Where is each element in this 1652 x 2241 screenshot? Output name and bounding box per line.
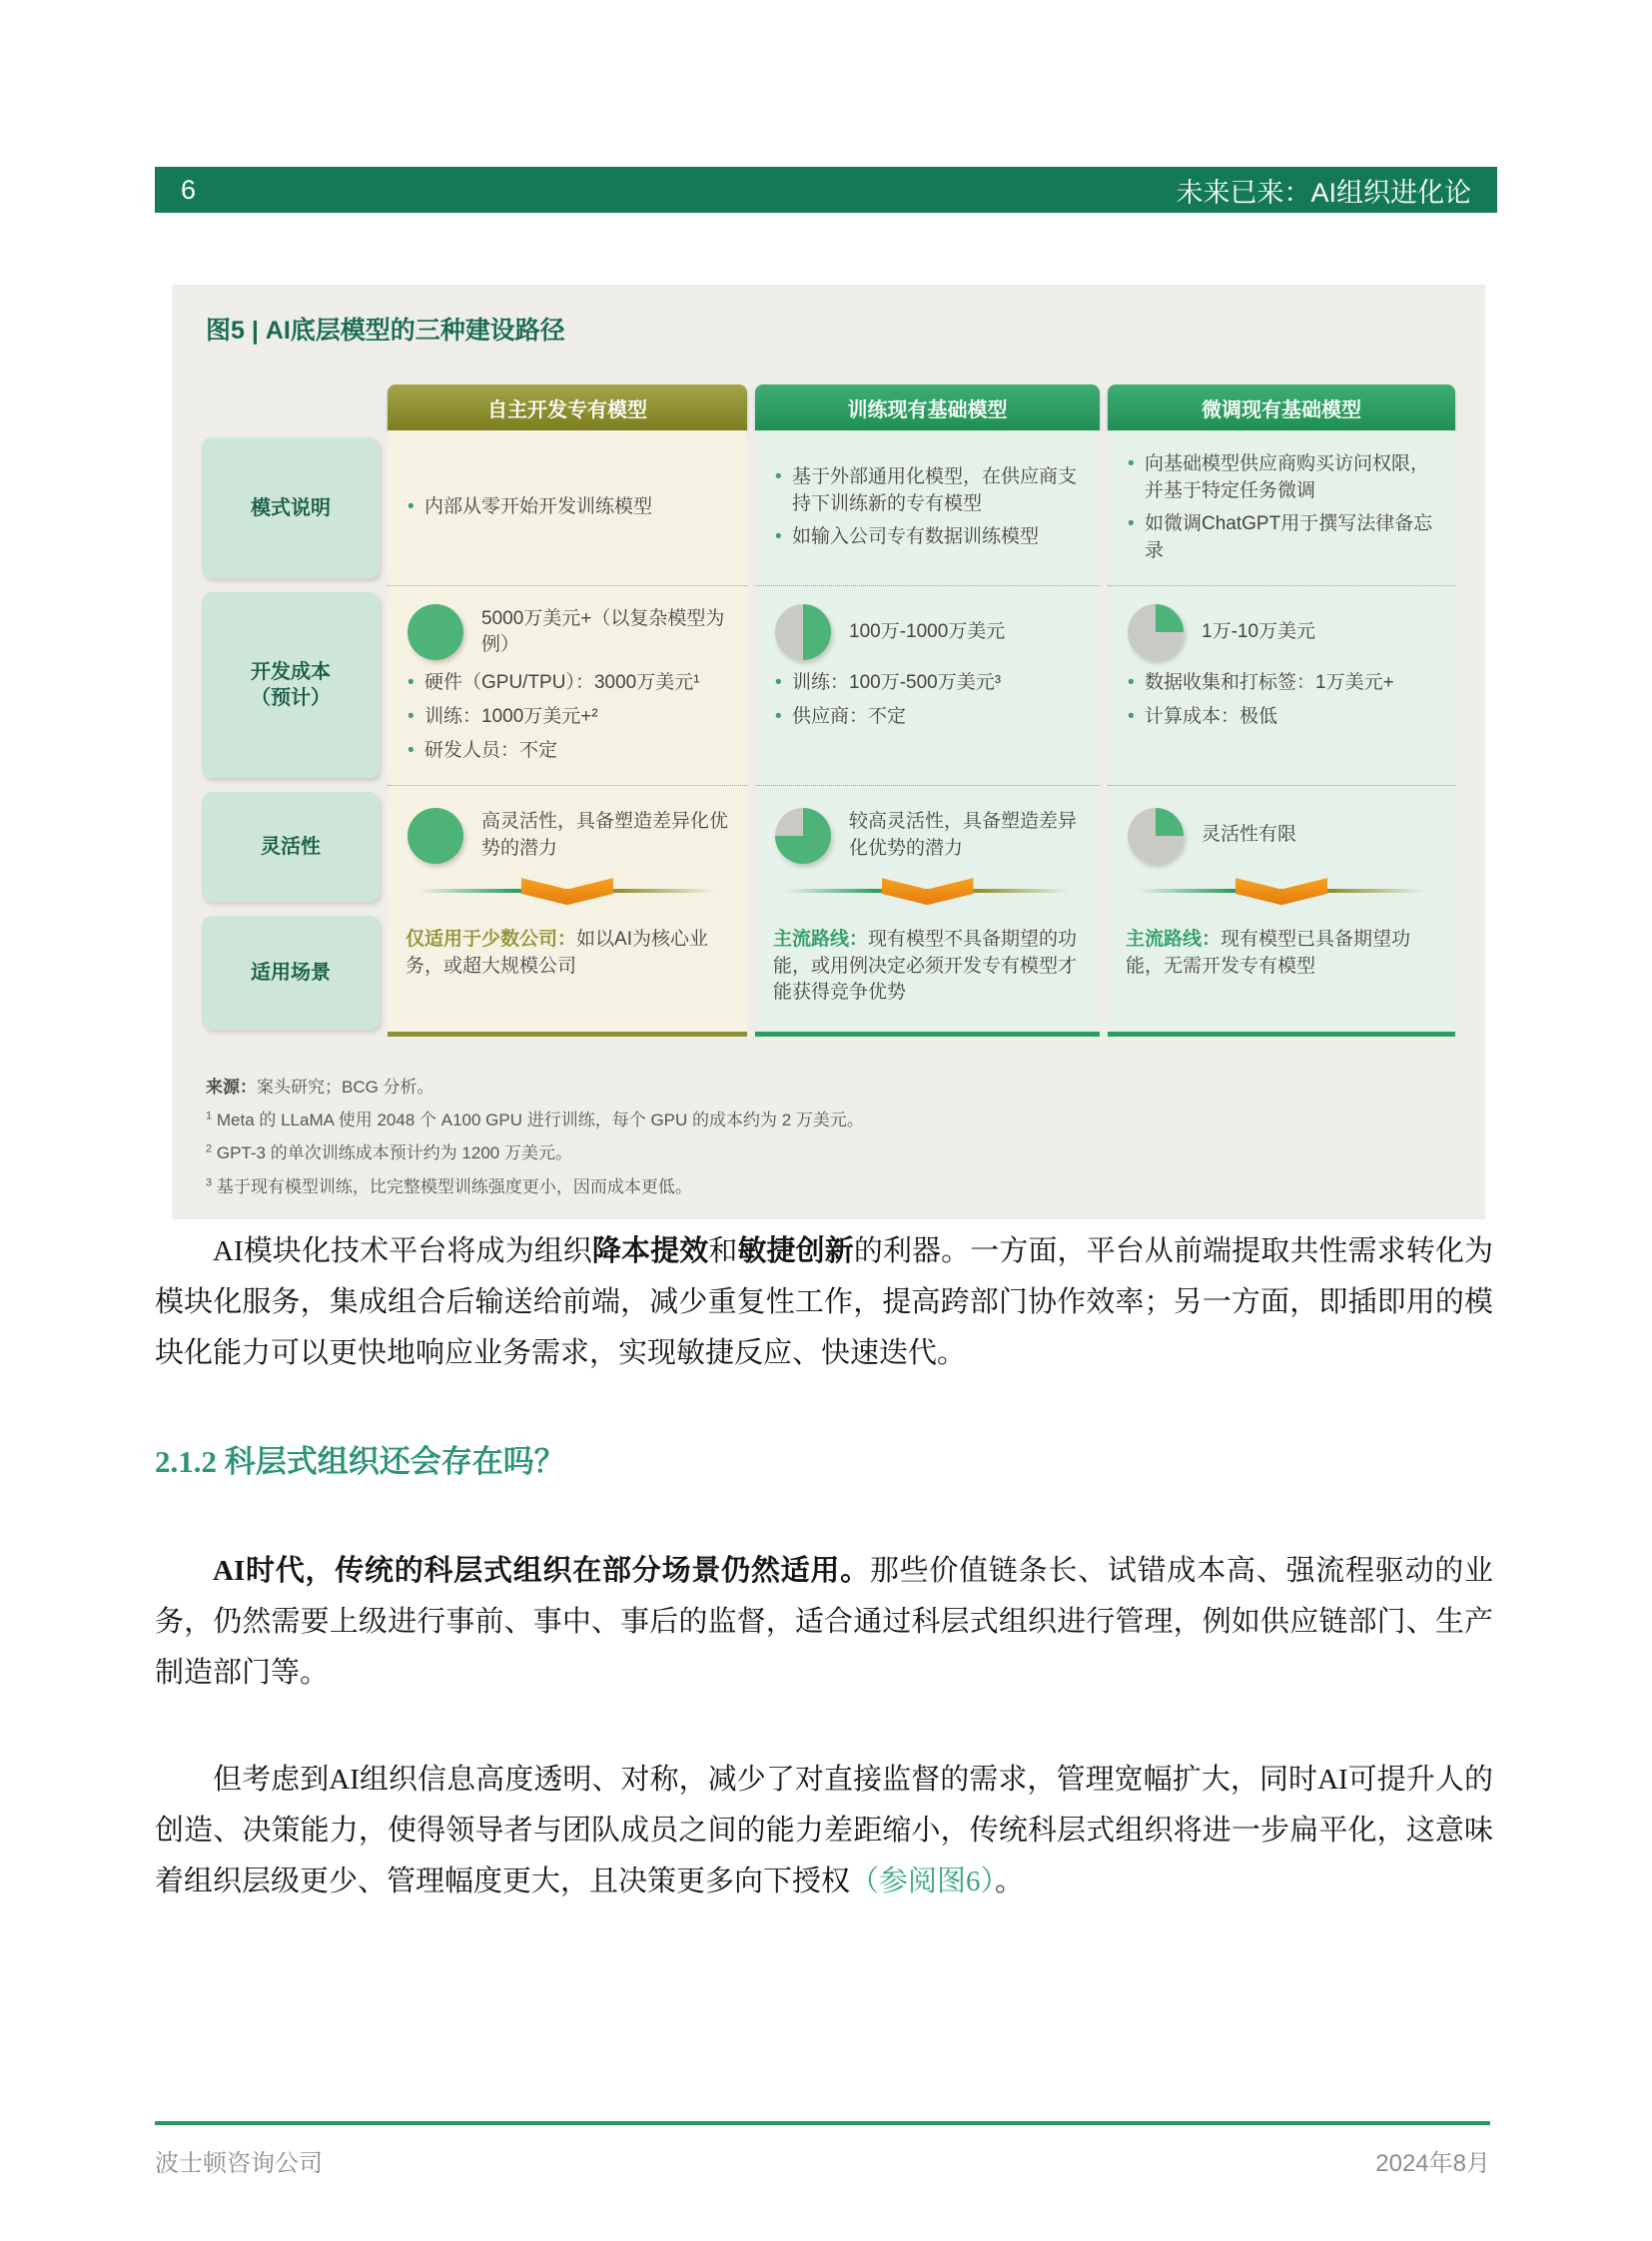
flexibility-text: 灵活性有限: [1202, 824, 1297, 846]
page-number: 6: [181, 174, 198, 205]
flexibility-pie-chart: [1128, 808, 1184, 864]
text-segment: 敏捷创新: [737, 1235, 854, 1267]
footnote-text: 基于现有模型训练，比完整模型训练强度更小，因而成本更低。: [216, 1176, 692, 1196]
text-segment: 那些价值链条长、试错成本高、强流程驱动的业务，仍然需要上级进行事前、事中、事后的监督，适合通过科层式组织进行管理，例如供应链部门、生产制造部门等。: [155, 1554, 1493, 1689]
cost-pie-chart: [775, 604, 831, 660]
cell-cost-col2: [755, 585, 1100, 785]
cost-headline: 1万-10万美元: [1202, 621, 1316, 643]
cell-cost-col3: [1108, 585, 1455, 785]
source-label: 来源：: [206, 1078, 257, 1098]
text-segment: AI时代，传统的科层式组织在部分场景仍然适用。: [213, 1554, 870, 1587]
footer-rule: [155, 2121, 1490, 2125]
chevron-down-icon: [882, 878, 974, 905]
column-header-train-existing: 训练现有基础模型: [755, 384, 1100, 430]
scenario-lead: 主流路线：: [773, 929, 869, 951]
cell-mode-col2: [755, 430, 1100, 585]
bullet-item: • 硬件（GPU/TPU）：3000万美元¹: [406, 670, 729, 697]
chevron-divider: [406, 877, 729, 905]
flexibility-pie-chart: [408, 808, 463, 864]
footnote: [206, 1170, 1455, 1203]
row-label-scenario: [202, 909, 380, 1037]
paragraph: [155, 1226, 1493, 1379]
page-header-bar: [155, 167, 1497, 213]
row-label-text: 模式说明: [251, 496, 331, 519]
figure-source-block: [206, 1071, 1455, 1203]
cell-flex-col3: [1108, 785, 1455, 909]
column-header-finetune-existing: 微调现有基础模型: [1108, 384, 1455, 430]
bullet-item: • 数据收集和打标签：1万美元+: [1126, 670, 1437, 697]
text-segment: 的利器。一方面，平台从前端提取共性需求转化为模块化服务，集成组合后输送给前端，减少重复性工作，提高跨部门协作效率；另一方面，即插即用的模块化能力可以更快地响应业务需求，实现敏捷反应、快速迭代。: [155, 1235, 1493, 1370]
cost-headline: 100万-1000万美元: [849, 621, 1006, 643]
scenario-lead: 主流路线：: [1126, 929, 1222, 951]
figure-table: [202, 384, 1455, 1037]
source-text: 案头研究；BCG 分析。: [257, 1078, 434, 1098]
bullet-item: • 基于外部通用化模型，在供应商支持下训练新的专有模型: [773, 464, 1082, 517]
scenario-text: 如以AI为核心业务，或超大规模公司: [406, 929, 708, 977]
bullet-item: • 训练：1000万美元+²: [406, 704, 729, 731]
figure-title: 图5 | AI底层模型的三种建设路径: [206, 317, 565, 345]
paragraph: [155, 1755, 1493, 1907]
bullet-item: • 如输入公司专有数据训练模型: [773, 524, 1082, 551]
figure-reference-link[interactable]: （参阅图6）: [850, 1865, 996, 1897]
cell-flex-col1: [388, 785, 747, 909]
footer-date: 2024年8月: [1375, 2150, 1490, 2177]
page-footer: [155, 2121, 1490, 2178]
cell-flex-col2: [755, 785, 1100, 909]
chevron-divider: [773, 877, 1082, 905]
row-label-cost: [202, 585, 380, 785]
source-line: [206, 1071, 1455, 1104]
running-title: 未来已来：AI组织进化论: [1176, 177, 1471, 208]
chevron-down-icon: [521, 878, 613, 905]
scenario-text: 现有模型不具备期望的功能，或用例决定必须开发专有模型才能获得竞争优势: [773, 929, 1078, 1004]
bullet-item: • 向基础模型供应商购买访问权限，并基于特定任务微调: [1126, 451, 1437, 504]
bullet-item: • 计算成本：极低: [1126, 704, 1437, 731]
cell-scenario-col1: [388, 909, 747, 1037]
bullet-item: • 如微调ChatGPT用于撰写法律备忘录: [1126, 511, 1437, 564]
row-label-flexibility: [202, 785, 380, 909]
footnote-text: GPT-3 的单次训练成本预计约为 1200 万美元。: [216, 1143, 572, 1163]
text-segment: 和: [708, 1235, 738, 1267]
bullet-item: • 内部从零开始开发训练模型: [406, 494, 729, 521]
footnote-mark: 1: [206, 1110, 213, 1122]
section-heading: 2.1.2 科层式组织还会存在吗？: [155, 1444, 565, 1480]
scenario-text: 现有模型已具备期望功能，无需开发专有模型: [1126, 929, 1411, 977]
bullet-item: • 供应商：不定: [773, 704, 1082, 731]
cost-pie-chart: [1128, 604, 1184, 660]
footnote: [206, 1104, 1455, 1136]
row-label-text: 灵活性: [261, 836, 321, 859]
bullet-item: • 研发人员：不定: [406, 738, 729, 765]
cost-headline: 5000万美元+（以复杂模型为例）: [481, 607, 725, 656]
cell-cost-col1: [388, 585, 747, 785]
flexibility-text: 高灵活性，具备塑造差异化优势的潜力: [481, 811, 729, 859]
row-label-text: 开发成本: [251, 661, 331, 684]
footer-company: 波士顿咨询公司: [155, 2150, 323, 2177]
paragraph: [155, 1546, 1493, 1699]
chevron-divider: [1126, 877, 1437, 905]
footnote-mark: 2: [206, 1142, 213, 1155]
footnote-mark: 3: [206, 1175, 213, 1188]
row-label-text: 适用场景: [251, 962, 331, 985]
text-segment: AI模块化技术平台将成为组织: [213, 1235, 592, 1267]
flexibility-text: 较高灵活性，具备塑造差异化优势的潜力: [849, 811, 1078, 859]
footnote-text: Meta 的 LLaMA 使用 2048 个 A100 GPU 进行训练，每个 GPU 的成本约为 2 万美元。: [216, 1111, 864, 1130]
bullet-item: • 训练：100万-500万美元³: [773, 670, 1082, 697]
text-segment: 降本提效: [591, 1235, 709, 1267]
text-segment: 。: [995, 1865, 1025, 1897]
text-segment: 但考虑到AI组织信息高度透明、对称，减少了对直接监督的需求，管理宽幅扩大，同时AI可提升人的创造、决策能力，使得领导者与团队成员之间的能力差距缩小，传统科层式组织将进一步扁平化，这意味着组织层级更少、管理幅度更大，且决策更多向下授权: [155, 1763, 1493, 1897]
chevron-down-icon: [1236, 878, 1327, 905]
body-copy: [155, 1226, 1493, 1963]
cost-pie-chart: [408, 604, 463, 660]
figure-5-panel: [172, 285, 1485, 1219]
cell-mode-col3: [1108, 430, 1455, 585]
footnote: [206, 1136, 1455, 1169]
table-corner-cell: [202, 384, 380, 430]
row-label-text: （预计）: [251, 687, 331, 710]
cell-scenario-col3: [1108, 909, 1455, 1037]
cell-scenario-col2: [755, 909, 1100, 1037]
cell-mode-col1: [388, 430, 747, 585]
flexibility-pie-chart: [775, 808, 831, 864]
scenario-lead: 仅适用于少数公司：: [406, 929, 577, 951]
row-label-mode: [202, 430, 380, 585]
column-header-self-develop: 自主开发专有模型: [388, 384, 747, 430]
